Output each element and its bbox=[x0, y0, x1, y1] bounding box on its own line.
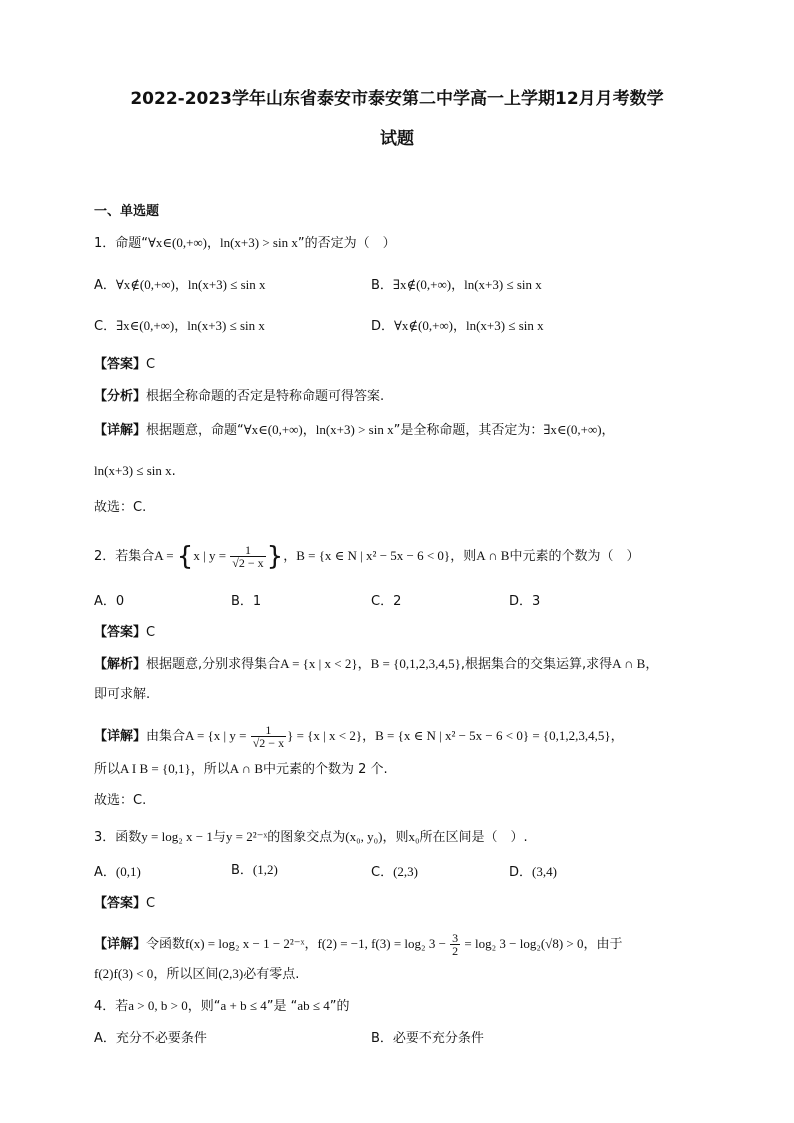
detail-text: . bbox=[171, 464, 176, 479]
q3-detail bbox=[94, 932, 623, 957]
analysis-text: 根据全称命题的否定是特称命题可得答案. bbox=[146, 389, 385, 404]
detail-tag: 【详解】 bbox=[94, 937, 147, 952]
answer-value: C bbox=[146, 625, 156, 640]
detail-text: 由集合 bbox=[146, 729, 186, 744]
option-text: 3 bbox=[532, 594, 541, 609]
page-title-line2: 试题 bbox=[380, 129, 414, 149]
q2-conclusion: 故选：C. bbox=[94, 793, 147, 808]
fraction-denominator: 2 bbox=[452, 944, 459, 958]
detail-text: 令函数 bbox=[146, 937, 186, 952]
q1-analysis bbox=[94, 389, 384, 405]
detail-math: ∀x∈(0,+∞)，ln(x+3) > sin x bbox=[243, 422, 394, 437]
analysis-math: A ∩ B bbox=[612, 656, 646, 671]
q1-answer bbox=[94, 357, 155, 373]
q3-option-b bbox=[231, 862, 278, 879]
analysis-tag: 【解析】 bbox=[94, 657, 147, 672]
q2-stem-pre: 2．若集合 bbox=[94, 549, 155, 564]
brace-open: { bbox=[176, 541, 194, 572]
option-label: A． bbox=[94, 594, 116, 609]
option-label: B． bbox=[231, 863, 253, 878]
set-a-label: A = bbox=[154, 548, 177, 563]
q4-option-b bbox=[371, 1031, 484, 1047]
q2-option-b bbox=[231, 594, 261, 610]
option-text: ∃x∉(0,+∞)，ln(x+3) ≤ sin x bbox=[392, 277, 542, 292]
analysis-math: A = {x | x < 2} bbox=[280, 656, 358, 671]
option-text: 充分不必要条件 bbox=[115, 1031, 207, 1046]
detail-text: ”是全称命题，其否定为： bbox=[393, 423, 544, 438]
detail-text: 根据题意，命题“ bbox=[146, 423, 244, 438]
q2-stem-mid: ，则 bbox=[450, 549, 477, 564]
q4-stem-text: ”是 “ bbox=[266, 999, 298, 1014]
fraction bbox=[230, 544, 265, 569]
fraction-numerator: 1 bbox=[230, 544, 265, 557]
option-label: D． bbox=[371, 319, 395, 334]
q3-stem-text: 与 bbox=[212, 830, 226, 845]
detail-math: (2,3) bbox=[218, 966, 244, 981]
q3-stem-math: y = 2²⁻ˣ bbox=[225, 829, 268, 844]
q1-option-d bbox=[371, 318, 544, 335]
option-text: 必要不充分条件 bbox=[392, 1031, 484, 1046]
answer-tag: 【答案】 bbox=[94, 896, 147, 911]
q2-detail bbox=[94, 724, 624, 749]
q1-stem-math: ∀x∈(0,+∞)，ln(x+3) > sin x bbox=[148, 235, 298, 250]
option-text: 1 bbox=[252, 594, 262, 609]
option-label: A． bbox=[94, 278, 116, 293]
q4-stem-math: ab ≤ 4 bbox=[297, 998, 330, 1013]
answer-value: C bbox=[146, 896, 156, 911]
option-text: 0 bbox=[115, 594, 125, 609]
q3-stem-math: y = log₂ x − 1 bbox=[141, 829, 213, 844]
detail-text: ，由于 bbox=[583, 937, 623, 952]
q3-option-a bbox=[94, 864, 141, 881]
q2-stem-post: 中元素的个数为（ ） bbox=[509, 549, 640, 564]
analysis-text: 根据题意,分别求得集合 bbox=[146, 657, 281, 672]
detail-math: ln(x+3) ≤ sin x bbox=[94, 463, 172, 478]
q4-stem-text: ，则“ bbox=[187, 999, 221, 1014]
q1-stem bbox=[94, 235, 396, 252]
q1-option-b bbox=[371, 277, 542, 294]
q1-stem-pre: 1．命题“ bbox=[94, 236, 149, 251]
q4-stem-math: a > 0, b > 0 bbox=[128, 998, 188, 1013]
q3-answer bbox=[94, 896, 155, 912]
detail-text: ，所以 bbox=[190, 762, 230, 777]
option-label: A． bbox=[94, 1031, 116, 1046]
q1-detail bbox=[94, 422, 615, 439]
detail-text: ， bbox=[362, 729, 376, 744]
q2-analysis-line2: 即可求解. bbox=[94, 687, 151, 702]
fraction-numerator: 1 bbox=[251, 724, 286, 737]
option-label: C． bbox=[94, 319, 117, 334]
detail-tag: 【详解】 bbox=[94, 423, 147, 438]
q4-stem-text: ”的 bbox=[329, 999, 350, 1014]
q4-stem-text: 4．若 bbox=[94, 999, 129, 1014]
option-text: (1,2) bbox=[252, 862, 278, 877]
detail-text: 必有零点. bbox=[243, 967, 300, 982]
detail-math: f(2)f(3) < 0 bbox=[94, 966, 154, 981]
option-label: A． bbox=[94, 865, 116, 880]
q3-stem-text: 3．函数 bbox=[94, 830, 142, 845]
q4-stem bbox=[94, 998, 349, 1015]
option-text: (3,4) bbox=[532, 864, 557, 879]
analysis-math: B = {0,1,2,3,4,5} bbox=[370, 656, 461, 671]
fraction-numerator: 3 bbox=[452, 931, 459, 945]
detail-math: A I B = {0,1} bbox=[120, 761, 191, 776]
q2-analysis bbox=[94, 656, 658, 673]
set-a-body: x | y = bbox=[193, 548, 230, 563]
option-label: D． bbox=[509, 865, 533, 880]
detail-tag: 【详解】 bbox=[94, 729, 147, 744]
answer-value: C bbox=[146, 357, 156, 372]
q3-stem-text: 所在区间是（ ）. bbox=[419, 830, 528, 845]
fraction bbox=[251, 724, 286, 749]
q3-option-c bbox=[371, 864, 418, 881]
option-text: ∃x∈(0,+∞)，ln(x+3) ≤ sin x bbox=[116, 318, 265, 333]
detail-math: = log₂ 3 − log₂(√8) > 0 bbox=[461, 936, 584, 951]
detail-math: A = {x | y = bbox=[185, 728, 250, 743]
q3-stem-math: (x₀, y₀) bbox=[345, 829, 383, 844]
q3-stem-text: 的图象交点为 bbox=[267, 830, 346, 845]
answer-tag: 【答案】 bbox=[94, 625, 147, 640]
detail-math: f(x) = log₂ x − 1 − 2²⁻ˣ bbox=[185, 936, 305, 951]
detail-text: ，所以区间 bbox=[153, 967, 219, 982]
q3-option-d bbox=[509, 864, 557, 881]
analysis-text: ， bbox=[357, 657, 371, 672]
detail-text: ， bbox=[610, 729, 624, 744]
option-label: B． bbox=[371, 1031, 393, 1046]
option-text: (2,3) bbox=[393, 864, 418, 879]
set-b-definition: ，B = {x ∈ N | x² − 5x − 6 < 0} bbox=[283, 548, 451, 563]
option-label: C． bbox=[371, 594, 394, 609]
q1-option-c bbox=[94, 318, 265, 335]
q1-stem-post: ”的否定为（ ） bbox=[297, 236, 396, 251]
detail-math: A ∩ B bbox=[229, 761, 263, 776]
detail-text: 中元素的个数为 2 个. bbox=[263, 762, 388, 777]
q4-option-a bbox=[94, 1031, 207, 1047]
q3-detail-line2 bbox=[94, 966, 299, 983]
option-text: ∀x∉(0,+∞)，ln(x+3) ≤ sin x bbox=[394, 318, 544, 333]
option-label: B． bbox=[371, 278, 393, 293]
detail-math: f(2) = −1, f(3) = log₂ 3 − bbox=[317, 936, 450, 951]
analysis-text: ， bbox=[645, 657, 659, 672]
detail-math: } = {x | x < 2} bbox=[287, 728, 363, 743]
q4-stem-math: a + b ≤ 4 bbox=[220, 998, 267, 1013]
q2-option-c bbox=[371, 594, 401, 610]
fraction bbox=[450, 932, 460, 957]
q3-stem-text: ，则 bbox=[382, 830, 409, 845]
q2-answer bbox=[94, 625, 155, 641]
answer-tag: 【答案】 bbox=[94, 357, 147, 372]
q2-option-d bbox=[509, 594, 540, 610]
detail-math: ∃x∈(0,+∞)， bbox=[543, 422, 615, 437]
fraction-denominator: √2 − x bbox=[232, 556, 264, 570]
page-title: 2022-2023学年山东省泰安市泰安第二中学高一上学期12月月考数学 bbox=[130, 89, 664, 109]
option-text: ∀x∉(0,+∞)，ln(x+3) ≤ sin x bbox=[115, 277, 266, 292]
q2-stem-math: A ∩ B bbox=[476, 548, 510, 563]
q1-option-a bbox=[94, 277, 266, 294]
q2-option-a bbox=[94, 594, 124, 610]
detail-text: ， bbox=[304, 937, 318, 952]
q2-detail-line2 bbox=[94, 761, 388, 778]
option-label: B． bbox=[231, 594, 253, 609]
analysis-tag: 【分析】 bbox=[94, 389, 147, 404]
analysis-text: ,根据集合的交集运算,求得 bbox=[460, 657, 613, 672]
option-label: C． bbox=[371, 865, 394, 880]
detail-math: B = {x ∈ N | x² − 5x − 6 < 0} = {0,1,2,3,4,5} bbox=[375, 728, 611, 743]
detail-text: 所以 bbox=[94, 762, 121, 777]
option-text: (0,1) bbox=[115, 864, 141, 879]
q1-detail-line2 bbox=[94, 463, 176, 480]
section-heading: 一、单选题 bbox=[94, 204, 160, 219]
fraction-denominator: √2 − x bbox=[252, 736, 285, 750]
q3-stem-math: x₀ bbox=[408, 829, 420, 844]
q1-conclusion: 故选：C. bbox=[94, 500, 147, 515]
option-text: 2 bbox=[393, 594, 402, 609]
brace-close: } bbox=[266, 541, 284, 572]
q2-stem bbox=[94, 541, 640, 572]
q3-stem bbox=[94, 829, 528, 846]
option-label: D． bbox=[509, 594, 533, 609]
